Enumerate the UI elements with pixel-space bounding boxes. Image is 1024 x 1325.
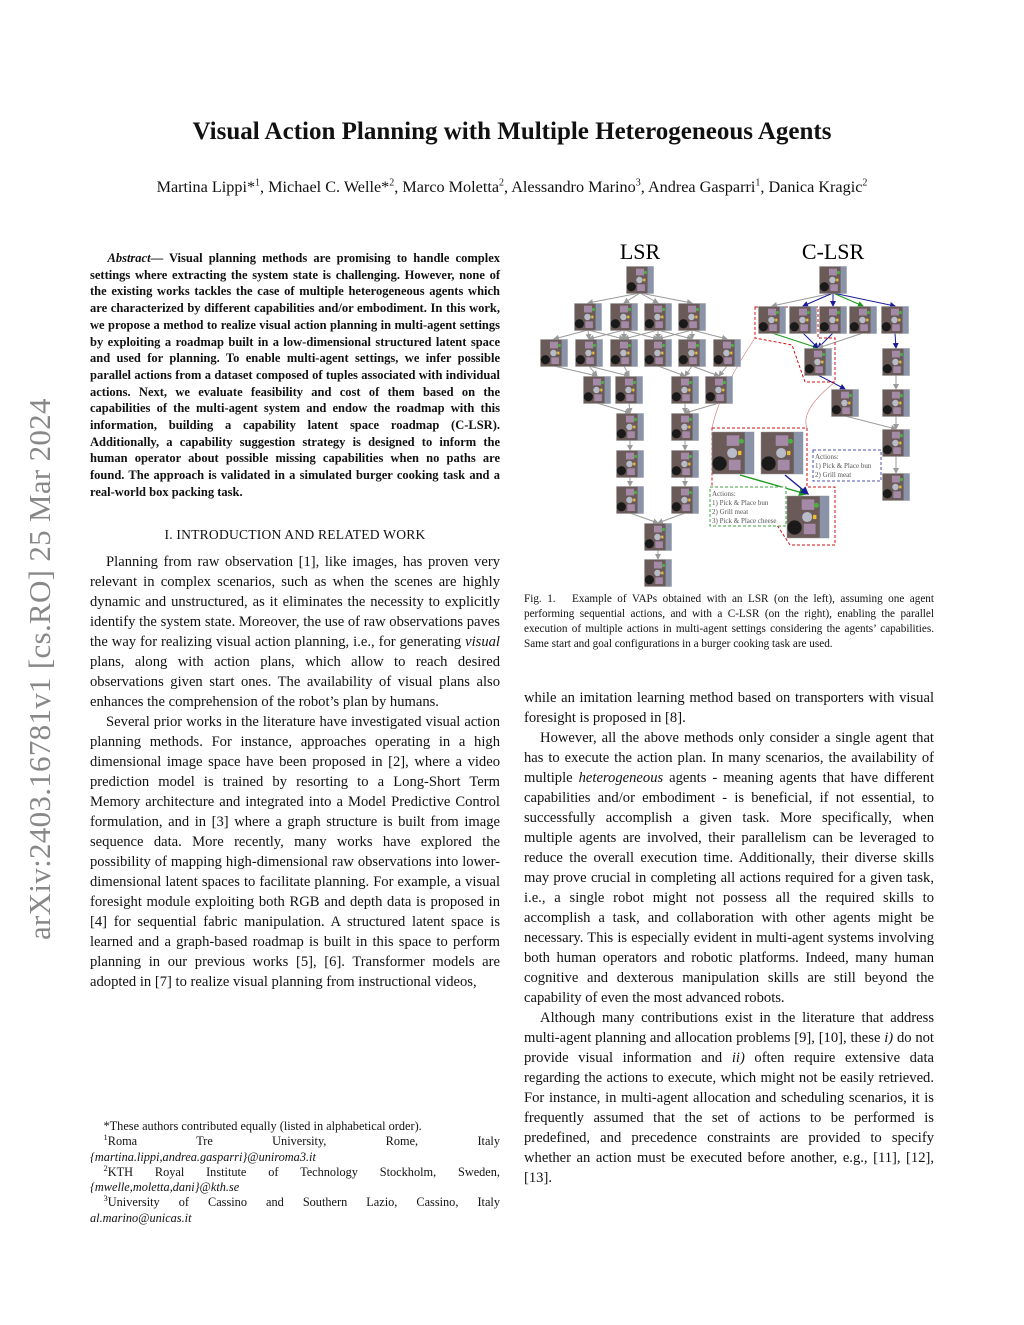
text-segment: often require extensive data regarding the actions to execute, which might not be easily retrieved. For instance, in multi-agent allocation and scheduling scenarios, it is frequently assumed that the set of actions to be performed is predefined, and precedence constraints are provided to specify whether an action must be executed before another, e.g., [11], [12], [13]. bbox=[524, 1050, 934, 1186]
state-thumbnail bbox=[712, 432, 754, 474]
state-thumbnail bbox=[645, 304, 672, 331]
text-segment: i) bbox=[884, 1030, 894, 1046]
aff2-sup: 2 bbox=[103, 1162, 108, 1173]
section-heading: I. INTRODUCTION AND RELATED WORK bbox=[164, 526, 426, 542]
text-segment: Although many contributions exist in the literature that address multi-agent planning and allocation problems [9], [10], these bbox=[524, 1010, 934, 1046]
right-column bbox=[524, 688, 934, 1188]
caption-label: Fig. 1. bbox=[524, 593, 556, 605]
graph-edge bbox=[597, 403, 630, 413]
footnotes bbox=[90, 1119, 500, 1226]
graph-edge bbox=[845, 416, 896, 429]
footnote-aff3 bbox=[90, 1195, 500, 1210]
state-thumbnail bbox=[672, 377, 699, 404]
clsr-label: C-LSR bbox=[801, 239, 865, 264]
state-thumbnail bbox=[790, 307, 817, 334]
graph-edge bbox=[895, 333, 896, 348]
state-thumbnail bbox=[679, 340, 706, 367]
aff3-text: University of Cassino and Southern Lazio, Cassino, Italy bbox=[107, 1195, 500, 1210]
author-list: Martina Lippi*$^1$, Michael C. Welle*$^2$, Marco Moletta$^2$, Alessandro Marino$^3$, Andrea Gasparri$^1$, Danica Kragic$^2$ bbox=[156, 177, 868, 196]
paragraph bbox=[90, 552, 500, 712]
graph-edge bbox=[658, 513, 685, 523]
state-thumbnail bbox=[627, 267, 654, 294]
author: Danica Kragic bbox=[768, 178, 863, 196]
aff3-email-text: al.marino@unicas.it bbox=[90, 1210, 192, 1225]
graph-edge bbox=[803, 293, 833, 306]
right-body bbox=[524, 688, 934, 1188]
graph-edge bbox=[833, 293, 863, 306]
state-thumbnail bbox=[645, 524, 672, 551]
graph-edge bbox=[589, 366, 629, 376]
abstract-label: Abstract bbox=[107, 251, 151, 265]
state-thumbnail bbox=[706, 377, 733, 404]
state-thumbnail bbox=[575, 304, 602, 331]
text-segment: agents - meaning agents that have different capabilities and/or embodiment - is beneficial, if not essential, to successfully accomplish a given task. More specifically, when multiple agents are involved, their parallelism can be leveraged to reduce the overall execution time. Additionally, their diverse skills may prove crucial in completing all actions required for a given task, i.e., a single robot might not possess all the required skills to accomplish a task, and collaboration with other agents might be necessary. This is especially evident in multi-agent systems involving both human operators and robotic platforms. Indeed, many human cognitive and dexterous manipulation skills are still beyond the capability of even the most advanced robots. bbox=[524, 770, 934, 1006]
graph-edge bbox=[630, 513, 658, 523]
figure-caption bbox=[524, 592, 934, 652]
aff1-email-text: {martina.lippi,andrea.gasparri}@uniroma3.it bbox=[90, 1149, 316, 1164]
abstract-text: Visual planning methods are promising to handle complex settings where extracting the system state is challenging. However, none of the existing works tackles the case of multiple heterogeneous agents which are characterized by different capabilities and/or embodiment. In this work, we propose a method to realize visual action planning in multi-agent settings by exploiting a roadmap built in a low-dimensional structured latent space and used for planning. To enable multi-agent settings, we infer possible parallel actions from a dataset composed of tuples associated with individual actions. Next, we evaluate feasibility and cost of them based on the capabilities of the multi-agent system and endow the roadmap with this information, building a capability latent space roadmap (C-LSR). Additionally, a capability suggestion strategy is designed to inform the human operator about possible missing capabilities when no paths are found. The approach is validated in a simulated burger cooking task and a real-world box packing task. bbox=[90, 251, 500, 499]
actions-green-title: Actions: bbox=[712, 490, 736, 498]
state-thumbnail bbox=[882, 307, 909, 334]
author: Martina Lippi* bbox=[156, 178, 256, 196]
state-thumbnail bbox=[787, 496, 829, 538]
text-segment: do not provide visual information and bbox=[524, 1030, 934, 1066]
arxiv-stamp: arXiv:2403.16781v1 [cs.RO] 25 Mar 2024 bbox=[22, 398, 57, 940]
text-segment: heterogeneous bbox=[578, 770, 664, 786]
text-segment: However, all the above methods only consider a single agent that has to execute the action plan. In many scenarios, the availability of multiple bbox=[524, 730, 934, 786]
state-thumbnail bbox=[672, 451, 699, 478]
caption-text: Example of VAPs obtained with an LSR (on the left), assuming one agent performing sequential actions, and with a C-LSR (on the right), enabling the parallel execution of multiple actions in multi-agent settings considering the agents’ capabilities. Same start and goal configurations in a burger cooking task are used. bbox=[524, 593, 934, 650]
graph-edge bbox=[833, 293, 895, 306]
state-thumbnail bbox=[850, 307, 877, 334]
left-body bbox=[90, 552, 500, 992]
graph-edge bbox=[685, 366, 692, 376]
graph-edge bbox=[685, 403, 719, 413]
author-affiliation-sup: 3 bbox=[635, 177, 641, 189]
abstract bbox=[90, 250, 500, 501]
graph-edge bbox=[818, 333, 863, 348]
graph-edge bbox=[719, 366, 727, 376]
state-thumbnail bbox=[645, 340, 672, 367]
text-segment: plans, along with action plans, which allow to reach desired observations given start ones. The availability of visual plans also enhances the comprehension of the robot’s plan by humans. bbox=[90, 653, 500, 710]
state-thumbnail bbox=[883, 390, 910, 417]
footnote-aff2 bbox=[90, 1162, 500, 1180]
state-thumbnail bbox=[883, 430, 910, 457]
state-thumbnail bbox=[617, 487, 644, 514]
author: Marco Moletta bbox=[402, 178, 500, 196]
actions-box-blue bbox=[813, 450, 881, 481]
state-thumbnail bbox=[645, 560, 672, 587]
state-thumbnail bbox=[611, 304, 638, 331]
actions-blue-title: Actions: bbox=[815, 453, 839, 461]
author: Alessandro Marino bbox=[511, 178, 636, 196]
graph-edge bbox=[692, 330, 727, 339]
author-affiliation-sup: 2 bbox=[499, 177, 505, 189]
state-thumbnail bbox=[617, 414, 644, 441]
left-column bbox=[90, 250, 500, 992]
text-segment: ii) bbox=[731, 1050, 745, 1066]
state-thumbnail bbox=[805, 349, 832, 376]
graph-edge bbox=[588, 330, 589, 339]
author-affiliation-sup: 2 bbox=[389, 177, 395, 189]
paragraph bbox=[524, 728, 934, 1008]
state-thumbnail bbox=[883, 349, 910, 376]
aff1-sup: 1 bbox=[103, 1132, 108, 1143]
aff2-email-text: {mwelle,moletta,dani}@kth.se bbox=[90, 1180, 240, 1195]
state-thumbnail bbox=[714, 340, 741, 367]
actions-green-item: 2) Grill meat bbox=[712, 508, 749, 516]
text-segment: Several prior works in the literature have investigated visual action planning methods. For instance, approaches operating in a high dimensional image space have been proposed in [2], where a video prediction model is trained by resorting to a Long-Short Term Memory architecture and integrated into a Model Predictive Control formulation, and in [3] where a graph structure is built from image sequence data. More recently, many works have explored the possibility of mapping high-dimensional raw observations into lower-dimensional latent spaces to facilitate planning. For example, a visual foresight module exploiting both RGB and depth data is proposed in [4] for sequential fabric manipulation. A structured latent space is learned and a graph-based roadmap is built in this space to perform planning in our previous works [5], [6]. Transformer models are adopted in [7] to realize visual planning from instructional videos, bbox=[90, 713, 500, 990]
graph-edge bbox=[554, 330, 588, 339]
state-thumbnail bbox=[541, 340, 568, 367]
paragraph bbox=[90, 712, 500, 992]
actions-blue-item: 2) Grill meat bbox=[815, 471, 852, 479]
paragraph bbox=[524, 688, 934, 728]
graph-edge bbox=[658, 366, 685, 376]
text-segment: Planning from raw observation [1], like images, has proven very relevant in complex scenarios, such as when the scenes are highly dynamic and unstructured, as it eliminates the necessity to explicitly identify the system state. Moreover, the use of raw observations paves the way for realizing visual action planning, i.e., for generating bbox=[90, 553, 500, 650]
actions-green-item: 1) Pick & Place bun bbox=[712, 499, 769, 507]
state-thumbnail bbox=[584, 377, 611, 404]
text-segment: while an imitation learning method based on transporters with visual foresight is proposed in [8]. bbox=[524, 690, 934, 726]
text-segment: visual bbox=[465, 633, 500, 650]
graph-edge bbox=[640, 293, 692, 303]
aff3-sup: 3 bbox=[103, 1193, 108, 1204]
author-affiliation-sup: 2 bbox=[862, 177, 868, 189]
actions-box-green bbox=[710, 487, 786, 526]
aff3-email bbox=[90, 1211, 500, 1226]
state-thumbnail bbox=[820, 267, 847, 294]
graph-edge bbox=[772, 293, 833, 306]
state-thumbnail bbox=[611, 340, 638, 367]
author-affiliation-sup: 1 bbox=[255, 177, 261, 189]
author: Andrea Gasparri bbox=[647, 178, 756, 196]
state-thumbnail bbox=[820, 307, 847, 334]
footnote-equal: *These authors contributed equally (listed in alphabetical order). bbox=[103, 1119, 422, 1133]
state-thumbnail bbox=[672, 487, 699, 514]
aff2-email bbox=[90, 1180, 500, 1195]
actions-green-item: 3) Pick & Place cheese bbox=[712, 517, 777, 525]
state-thumbnail bbox=[761, 432, 803, 474]
graph-edge bbox=[629, 403, 630, 413]
state-thumbnail bbox=[679, 304, 706, 331]
state-thumbnail bbox=[672, 414, 699, 441]
state-thumbnail bbox=[759, 307, 786, 334]
state-thumbnail bbox=[576, 340, 603, 367]
author-affiliation-sup: 1 bbox=[755, 177, 761, 189]
abstract-dash: — bbox=[150, 251, 169, 265]
paper-title: Visual Action Planning with Multiple Heterogeneous Agents bbox=[192, 118, 832, 145]
lsr-label: LSR bbox=[619, 239, 661, 264]
state-thumbnail bbox=[883, 474, 910, 501]
state-thumbnail bbox=[616, 377, 643, 404]
graph-edge bbox=[692, 366, 719, 376]
aff1-text: Roma Tre University, Rome, Italy bbox=[107, 1134, 500, 1149]
footnote-aff1 bbox=[90, 1134, 500, 1149]
figure-vap-diagram bbox=[530, 232, 950, 592]
actions-blue-item: 1) Pick & Place bun bbox=[815, 462, 872, 470]
state-thumbnail bbox=[832, 390, 859, 417]
state-thumbnail bbox=[617, 451, 644, 478]
paragraph bbox=[524, 1008, 934, 1188]
author: Michael C. Welle* bbox=[268, 178, 390, 196]
aff2-text: KTH Royal Institute of Technology Stockholm, Sweden, bbox=[107, 1164, 500, 1179]
aff1-email bbox=[90, 1150, 500, 1165]
